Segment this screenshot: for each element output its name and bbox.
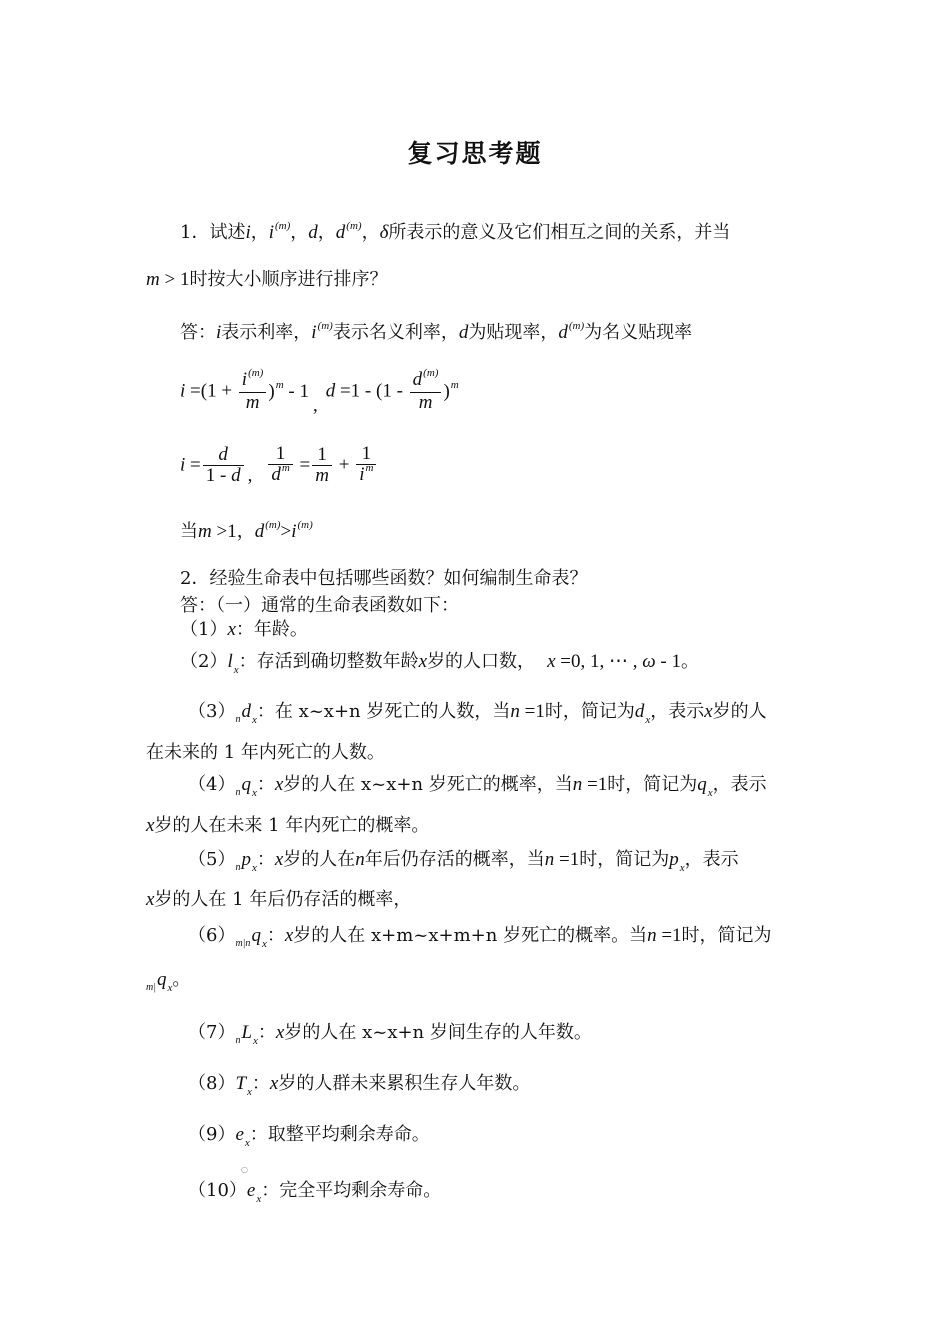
item-number: （2） xyxy=(180,651,228,672)
formula-d-m: $d^{(m)}$ xyxy=(558,320,585,343)
item-text: ： xyxy=(257,1022,276,1043)
q1-line2-tail: 时按大小顺序进行排序？ xyxy=(189,269,388,290)
formula-row-2: i = $\frac{d}{1 - d}$ , $\frac{1}{d^m}$ = $\frac{1}{m}$ + $\frac{1}{i^m}$ xyxy=(180,444,378,492)
item-number: （7） xyxy=(188,1022,236,1043)
q1-line1-tail: 所表示的意义及它们相互之间的关系，并当 xyxy=(388,222,731,243)
item-text: ：存活到确切整数年龄 xyxy=(238,651,419,672)
answer-d-text: 为贴现率， xyxy=(468,322,559,343)
fraction-dm-over-m: $\frac{d^{(m)}}{m}$ xyxy=(410,370,442,413)
formula-i: i xyxy=(245,222,251,243)
list-item-7: $(7)_nL_x$：x岁的人在 x~x+n 岁间生存的人年数。 xyxy=(188,1022,592,1047)
item-text: 岁的人口数， xyxy=(427,651,536,672)
fraction-1-over-m: $\frac{1}{m}$ xyxy=(312,445,332,486)
item-text: ： xyxy=(256,774,275,795)
item-text: 岁的人在 x~x+n 岁间生存的人年数。 xyxy=(284,1022,592,1043)
q1-answer-line xyxy=(180,321,692,347)
list-item-5: $(5)_np_x$：x岁的人在n年后仍存活的概率，当n =1时，简记为$p_x$，表示 xyxy=(188,849,739,874)
list-item-6: $(6)_{m|n}q_x$：x岁的人在 x+m~x+m+n 岁死亡的概率。当n =1时，简记为 xyxy=(188,925,772,950)
q1-line-1 xyxy=(180,221,730,247)
item-text: 时，简记为 xyxy=(607,774,698,795)
ring-accent-icon: ○ xyxy=(241,1165,248,1174)
item-text: 岁的人在 x~x+n 岁死亡的概率，当 xyxy=(283,774,573,795)
item-text: ：在 x~x+n 岁死亡的人数，当 xyxy=(256,701,511,722)
item-text: 年后仍存活的概率，当 xyxy=(364,849,545,870)
formula-d-m: $d^{(m)}$ xyxy=(335,220,362,243)
item-text: 时，简记为 xyxy=(681,925,772,946)
q1-ordering-line: 当m >1，$d^{(m)}>i^{(m)}$ xyxy=(180,519,313,542)
list-item-3: $(3)_nd_x$：在 x~x+n 岁死亡的人数，当n =1时，简记为$d_x$，表示x岁的人 xyxy=(188,701,767,726)
item-number: （5） xyxy=(188,849,236,870)
item-text: 岁的人在 1 年后仍存活的概率， xyxy=(154,889,412,910)
item-text: ： xyxy=(266,925,285,946)
item-text: 岁的人群未来累积生存人年数。 xyxy=(278,1073,531,1094)
item-number: （1） xyxy=(180,619,228,640)
item-text: ：年龄。 xyxy=(235,619,308,640)
fraction-1-over-dm: $\frac{1}{d^m}$ xyxy=(268,444,292,487)
separator: ， xyxy=(317,222,336,243)
item-text: ： xyxy=(251,1073,270,1094)
list-item-6-cont: $_{m|}q_x$。 xyxy=(146,969,191,994)
separator: ， xyxy=(250,222,269,243)
formula-d: d xyxy=(458,322,469,343)
item-text: ，表示 xyxy=(712,774,767,795)
item-text: 时，简记为 xyxy=(579,849,670,870)
item-number: （4） xyxy=(188,774,236,795)
list-item-2: $(2)l_x$：存活到确切整数年龄x岁的人口数， x =0, 1, ⋯ , ω - 1。 xyxy=(180,651,699,676)
item-text: 岁的人在 xyxy=(283,849,356,870)
formula-i-m: $i^{(m)}$ xyxy=(268,220,291,243)
q1-line-2: m > 1时按大小顺序进行排序？ xyxy=(146,269,388,290)
answer-dm-text: 为名义贴现率 xyxy=(584,322,693,343)
item-text: 时，简记为 xyxy=(544,701,635,722)
list-item-4-cont: x岁的人在未来 1 年内死亡的概率。 xyxy=(146,815,430,836)
item-number: （8） xyxy=(188,1073,236,1094)
list-item-9: $(9)e_x$：取整平均剩余寿命。 xyxy=(188,1124,430,1149)
item-text: ：取整平均剩余寿命。 xyxy=(249,1124,430,1145)
item-text: 岁的人 xyxy=(712,701,767,722)
q1-prefix: 1．试述 xyxy=(180,222,246,243)
item-number: （9） xyxy=(188,1124,236,1145)
formula-row-1: i =(1 + $\frac{i^{(m)}}{m}$ )$^m$ - 1,d =1 - (1 - $\frac{d^{(m)}}{m}$ )$^m$ xyxy=(180,367,459,416)
formula-d: d xyxy=(308,222,318,243)
answer-i-text: 表示利率， xyxy=(221,322,312,343)
formula-delta: δ xyxy=(379,222,389,243)
formula-i: i xyxy=(216,322,222,343)
list-item-3-cont: 在未来的 1 年内死亡的人数。 xyxy=(146,742,385,763)
fraction-1-over-im: $\frac{1}{i^m}$ xyxy=(356,444,376,487)
item-text: ，表示 xyxy=(684,849,739,870)
list-item-8: $(8)T_x$：x岁的人群未来累积生存人年数。 xyxy=(188,1073,531,1098)
fraction-d-over-1-d: $\frac{d}{1 - d}$ xyxy=(203,445,244,486)
item-text: 。 xyxy=(172,969,191,990)
answer-prefix: 答： xyxy=(180,322,216,343)
item-text: 。 xyxy=(680,651,699,672)
item-number: （10） xyxy=(188,1180,247,1201)
item-text: ： xyxy=(256,849,275,870)
item-text: 岁的人在 x+m~x+m+n 岁死亡的概率。当 xyxy=(293,925,648,946)
item-text: ，表示 xyxy=(650,701,705,722)
separator: ， xyxy=(236,521,255,542)
list-item-5-cont: x岁的人在 1 年后仍存活的概率， xyxy=(146,889,412,910)
item-text: ：完全平均剩余寿命。 xyxy=(261,1180,442,1201)
item-number: （6） xyxy=(188,925,236,946)
separator: ， xyxy=(290,222,309,243)
q2-question: 2．经验生命表中包括哪些函数？如何编制生命表？ xyxy=(180,568,588,589)
separator: ， xyxy=(361,222,380,243)
list-item-4: $(4)_nq_x$：x岁的人在 x~x+n 岁死亡的概率，当n =1时，简记为$q_x$，表示 xyxy=(188,774,767,799)
when-label: 当 xyxy=(180,521,198,542)
list-item-10: $(10)e_x$：完全平均剩余寿命。 xyxy=(188,1180,442,1205)
page-title: 复习思考题 xyxy=(407,139,543,168)
item-text: 岁的人在未来 1 年内死亡的概率。 xyxy=(154,815,430,836)
formula-i-m: $i^{(m)}$ xyxy=(311,320,333,343)
answer-im-text: 表示名义利率， xyxy=(332,322,459,343)
item-number: （3） xyxy=(188,701,236,722)
list-item-1: （1）x：年龄。 xyxy=(180,619,308,640)
q2-answer-intro: 答：（一）通常的生命表函数如下： xyxy=(180,595,459,616)
formula-m-gt-1: m xyxy=(146,269,160,290)
fraction-im-over-m: $\frac{i^{(m)}}{m}$ xyxy=(239,370,267,413)
